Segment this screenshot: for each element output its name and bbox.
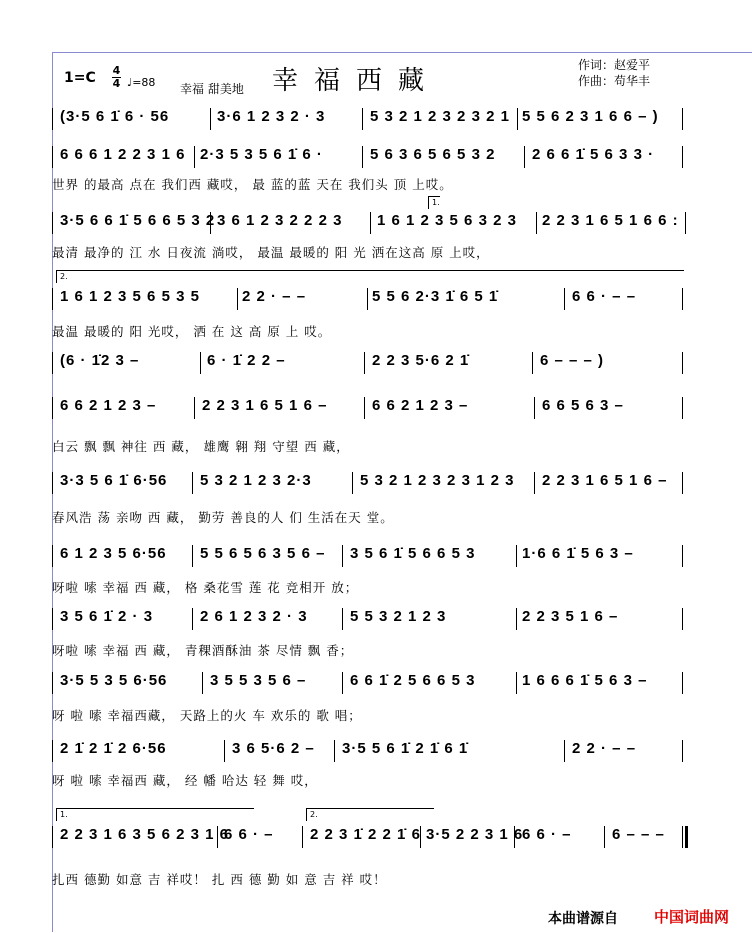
measure: 2 2 3 1 6 5 1 6 –: [542, 472, 668, 489]
bar-line: [342, 545, 343, 567]
bar-line: [564, 740, 565, 762]
measure: 6 6 · – –: [572, 288, 637, 305]
bar-line: [564, 288, 565, 310]
notation-line-9: [52, 608, 742, 630]
measure: 1 6 1 2 3 5 6 5 3 5: [60, 288, 200, 305]
lyric-line-2: 世界 的最高 点在 我们西 藏哎， 最 蓝的蓝 天在 我们头 顶 上哎。: [52, 177, 453, 192]
measure: 2 6 6 1̇ 5 6 3 3 ·: [532, 146, 655, 163]
notation-line-4: [52, 288, 742, 310]
bar-line: [52, 826, 53, 848]
bar-line: [682, 352, 683, 374]
measure: 2 6 1 2 3 2 · 3: [200, 608, 308, 625]
lyric-line-3: 最清 最净的 江 水 日夜流 淌哎， 最温 最暖的 阳 光 洒在这高 原 上哎，: [52, 245, 490, 260]
measure: 1 6 6 6 1̇ 5 6 3 –: [522, 672, 648, 689]
measure: 3·5 6 6 1̇ 5 6 6 5 3 2: [60, 212, 216, 229]
notation-line-10: [52, 672, 742, 694]
bar-line: [516, 608, 517, 630]
footer-site-name: 中国词曲网: [654, 908, 730, 926]
measure: 3·3 5 6 1̇ 6·56: [60, 472, 168, 489]
bar-line: [52, 397, 53, 419]
tempo-marking: ♩=88: [127, 76, 156, 89]
bar-line: [367, 288, 368, 310]
key-signature: 1=C: [64, 70, 96, 86]
measure: 1 6 1 2 3 5 6 3 2 3: [377, 212, 517, 229]
measure: 3·5 5 3 5 6·56: [60, 672, 168, 689]
measure: 1·6 6 1̇ 5 6 3 –: [522, 545, 634, 562]
bar-line: [237, 288, 238, 310]
bar-line: [202, 672, 203, 694]
measure: 3 5 6 1̇ 2 · 3: [60, 608, 154, 625]
bar-line: [604, 826, 605, 848]
notation-line-3: [52, 212, 742, 234]
bar-line: [52, 146, 53, 168]
bar-line: [192, 545, 193, 567]
measure: 5 5 6 2·3 1̇ 6 5 1̇: [372, 288, 499, 305]
notation-line-8: [52, 545, 742, 567]
bar-line: [682, 608, 683, 630]
bar-line: [682, 397, 683, 419]
bar-line: [370, 212, 371, 234]
bar-line: [52, 108, 53, 130]
bar-line: [194, 397, 195, 419]
time-signature: [112, 66, 121, 89]
lyric-line-4: 最温 最暖的 阳 光哎， 洒 在 这 高 原 上 哎。: [52, 324, 332, 339]
measure: 2·3 5 3 5 6 1̇ 6 ·: [200, 146, 323, 163]
measure: 3 6 5·6 2 –: [232, 740, 315, 757]
bar-line: [682, 672, 683, 694]
measure: 3·5 2 2 3 1 6: [426, 826, 524, 843]
measure: 3 5 5 3 5 6 –: [210, 672, 307, 689]
notation-line-2: [52, 146, 742, 168]
bar-line: [52, 288, 53, 310]
bar-line: [52, 352, 53, 374]
bar-line: [682, 146, 683, 168]
bar-line: [52, 672, 53, 694]
bar-line: [682, 288, 683, 310]
measure: 2 2 3 1 6 3 5 6 2 3 1 6: [60, 826, 229, 843]
measure: 2 2 3 5·6 2 1̇: [372, 352, 470, 369]
bar-line: [52, 545, 53, 567]
measure: 6 6 1̇ 2 5 6 6 5 3: [350, 672, 476, 689]
bar-line: [362, 108, 363, 130]
measure: 3·5 5 6 1̇ 2 1̇ 6 1̇: [342, 740, 469, 757]
bar-line: [52, 212, 53, 234]
measure: 5 3 2 1 2 3 2 3 1 2 3: [360, 472, 515, 489]
notation-line-11: [52, 740, 742, 762]
bar-line: [352, 472, 353, 494]
bar-line: [334, 740, 335, 762]
measure: 6 1 2 3 5 6·56: [60, 545, 167, 562]
bar-line: [534, 472, 535, 494]
measure: 5 3 2 1 2 3 2 3 2 1: [370, 108, 510, 125]
bar-line: [362, 146, 363, 168]
meter-bottom: 4: [112, 77, 121, 90]
bar-line: [682, 472, 683, 494]
bar-line: [52, 740, 53, 762]
measure: (3·5 6 1̇ 6 · 56: [60, 108, 170, 125]
bar-line: [200, 352, 201, 374]
measure: 6 6 2 1 2 3 –: [60, 397, 157, 414]
meter-top: 4: [112, 64, 121, 77]
measure: 5 3 2 1 2 3 2·3: [200, 472, 312, 489]
lyric-line-9: 呀啦 嗦 幸福 西 藏， 青稞酒酥油 茶 尽情 飘 香；: [52, 643, 354, 658]
bar-line: [210, 108, 211, 130]
bar-line: [516, 672, 517, 694]
measure: 3·6 1 2 3 2 · 3: [217, 108, 326, 125]
bar-line: [302, 826, 303, 848]
bar-line: [682, 740, 683, 762]
bar-line: [517, 108, 518, 130]
measure: 5 5 6 2 3 1 6 6 – ): [522, 108, 659, 125]
bar-line: [524, 146, 525, 168]
volta-bracket: 1.: [428, 196, 440, 209]
bar-line: [536, 212, 537, 234]
bar-line: [52, 472, 53, 494]
bar-line: [342, 672, 343, 694]
bar-line: [685, 212, 686, 234]
measure: 5 5 3 2 1 2 3: [350, 608, 447, 625]
lyric-line-12: 扎西 德勤 如意 吉 祥哎！ 扎 西 德 勤 如 意 吉 祥 哎！: [52, 872, 387, 887]
bar-line: [224, 740, 225, 762]
bar-line: [194, 146, 195, 168]
measure: 6 6 · –: [224, 826, 274, 843]
measure: 5 6 3 6 5 6 5 3 2: [370, 146, 496, 163]
measure: 6 6 2 1 2 3 –: [372, 397, 469, 414]
volta-bracket: 1.: [56, 808, 254, 821]
measure: 2 2 3 1̇ 2 2 1̇ 6: [310, 826, 421, 843]
measure: 3 5 6 1̇ 5 6 6 5 3: [350, 545, 476, 562]
notation-line-1: [52, 108, 742, 130]
footer-source-label: 本曲谱源自: [548, 911, 618, 927]
page-frame-top: [52, 52, 752, 53]
measure: 6 6 5 6 3 –: [542, 397, 624, 414]
bar-line: [192, 472, 193, 494]
bar-line: [364, 397, 365, 419]
notation-line-5: [52, 352, 742, 374]
measure: 6 6 · –: [522, 826, 572, 843]
lyric-line-8: 呀啦 嗦 幸福 西 藏， 格 桑花雪 莲 花 竞相开 放；: [52, 580, 359, 595]
notation-line-7: [52, 472, 742, 494]
measure: 3 6 1 2 3 2 2 2 3: [217, 212, 343, 229]
bar-line: [364, 352, 365, 374]
bar-line: [192, 608, 193, 630]
measure: 2 2 3 1 6 5 1 6 6 :: [542, 212, 679, 229]
measure: 6 – – – ): [540, 352, 605, 369]
measure: 2 1̇ 2 1̇ 2 6·56: [60, 740, 167, 757]
bar-line: [682, 108, 683, 130]
bar-line: [682, 545, 683, 567]
composer-credit: 作曲：苟华丰: [578, 74, 651, 88]
measure: 2 2 3 1 6 5 1 6 –: [202, 397, 328, 414]
bar-line: [516, 545, 517, 567]
lyric-line-6: 白云 飘 飘 神往 西 藏， 雄鹰 翱 翔 守望 西 藏，: [52, 439, 350, 454]
measure: 6 · 1̇ 2 2 –: [207, 352, 286, 369]
measure: 6 – – –: [612, 826, 665, 843]
volta-bracket: 2.: [56, 270, 684, 283]
bar-line: [532, 352, 533, 374]
bar-line: [52, 608, 53, 630]
lyric-line-11: 呀 啦 嗦 幸福西 藏， 经 幡 哈达 轻 舞 哎，: [52, 773, 318, 788]
measure: 2 2 3 5 1 6 –: [522, 608, 619, 625]
lyric-line-10: 呀 啦 嗦 幸福西藏， 天路上的火 车 欢乐的 歌 唱；: [52, 708, 362, 723]
lyricist-credit: 作词：赵爱平: [578, 58, 651, 72]
measure: (6 · 1̇2 3 –: [60, 352, 140, 369]
volta-bracket: 2.: [306, 808, 434, 821]
measure: 5 5 6 5 6 3 5 6 –: [200, 545, 326, 562]
measure: 2 2 · – –: [572, 740, 637, 757]
lyric-line-7: 春风浩 荡 亲吻 西 藏， 勤劳 善良的人 们 生活在天 堂。: [52, 510, 394, 525]
notation-line-6: [52, 397, 742, 419]
song-title: 幸福西藏: [272, 66, 441, 96]
expression-marking: 幸福 甜美地: [180, 82, 244, 96]
bar-line: [534, 397, 535, 419]
bar-line: [342, 608, 343, 630]
bar-line: [682, 826, 688, 848]
measure: 2 2 · – –: [242, 288, 307, 305]
notation-line-12: [52, 826, 742, 848]
measure: 6 6 6 1 2 2 3 1 6: [60, 146, 186, 163]
